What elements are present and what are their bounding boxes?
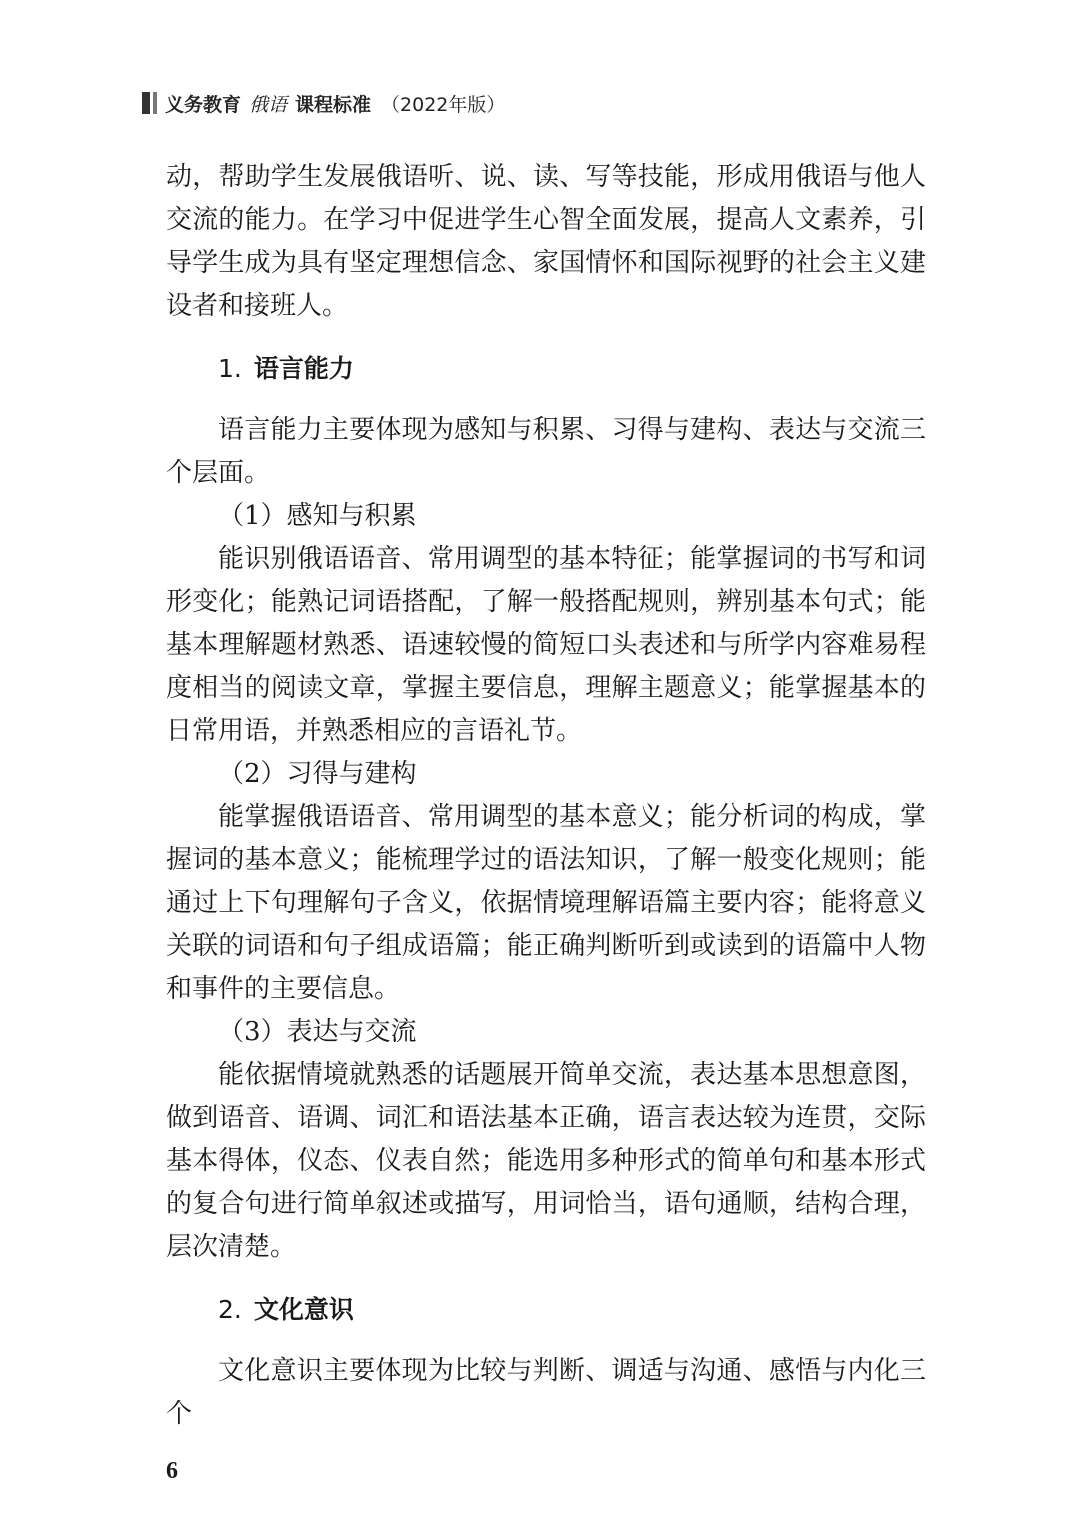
section-heading-language-ability xyxy=(218,347,926,390)
page-body xyxy=(166,156,926,1436)
section-intro-paragraph: 语言能力主要体现为感知与积累、习得与建构、表达与交流三个层面。 xyxy=(166,415,926,488)
running-header xyxy=(142,88,505,118)
header-title-part1: 义务教育 xyxy=(165,93,242,116)
paragraph-perception: 能识别俄语语音、常用调型的基本特征；能掌握词的书写和词形变化；能熟记词语搭配，了解一般搭配规则，辨别基本句式；能基本理解题材熟悉、语速较慢的简短口头表述和与所学内容难易程度相当的阅读文章，掌握主要信息，理解主题意义；能掌握基本的日常用语，并熟悉相应的言语礼节。 xyxy=(166,544,926,746)
page-number: 6 xyxy=(166,1458,178,1484)
paragraph-acquisition: 能掌握俄语语音、常用调型的基本意义；能分析词的构成，掌握词的基本意义；能梳理学过的语法知识，了解一般变化规则；能通过上下句理解句子含义，依据情境理解语篇主要内容；能将意义关联的词语和句子组成语篇；能正确判断听到或读到的语篇中人物和事件的主要信息。 xyxy=(166,802,926,1004)
section-title: 文化意识 xyxy=(253,1295,354,1324)
paragraph-expression: 能依据情境就熟悉的话题展开简单交流，表达基本思想意图，做到语音、语调、词汇和语法基本正确，语言表达较为连贯，交际基本得体，仪态、仪表自然；能选用多种形式的简单句和基本形式的复合句进行简单叙述或描写，用词恰当，语句通顺，结构合理，层次清楚。 xyxy=(166,1060,926,1262)
header-bar-mark xyxy=(142,92,157,114)
section-number: 2. xyxy=(218,1295,242,1324)
section-title: 语言能力 xyxy=(253,354,354,383)
section-number: 1. xyxy=(218,354,242,383)
header-edition: （2022年版） xyxy=(381,93,506,116)
subheading-acquisition: （2）习得与建构 xyxy=(218,759,417,789)
header-title-italic: 俄语 xyxy=(249,93,288,116)
header-title-part2: 课程标准 xyxy=(295,93,372,116)
section-intro-paragraph: 文化意识主要体现为比较与判断、调适与沟通、感悟与内化三个 xyxy=(166,1356,926,1429)
subheading-expression: （3）表达与交流 xyxy=(218,1017,417,1047)
section-heading-cultural-awareness xyxy=(218,1288,926,1331)
paragraph-continued: 动，帮助学生发展俄语听、说、读、写等技能，形成用俄语与他人交流的能力。在学习中促进学生心智全面发展，提高人文素养，引导学生成为具有坚定理想信念、家国情怀和国际视野的社会主义建设者和接班人。 xyxy=(166,162,926,321)
subheading-perception: （1）感知与积累 xyxy=(218,501,417,531)
